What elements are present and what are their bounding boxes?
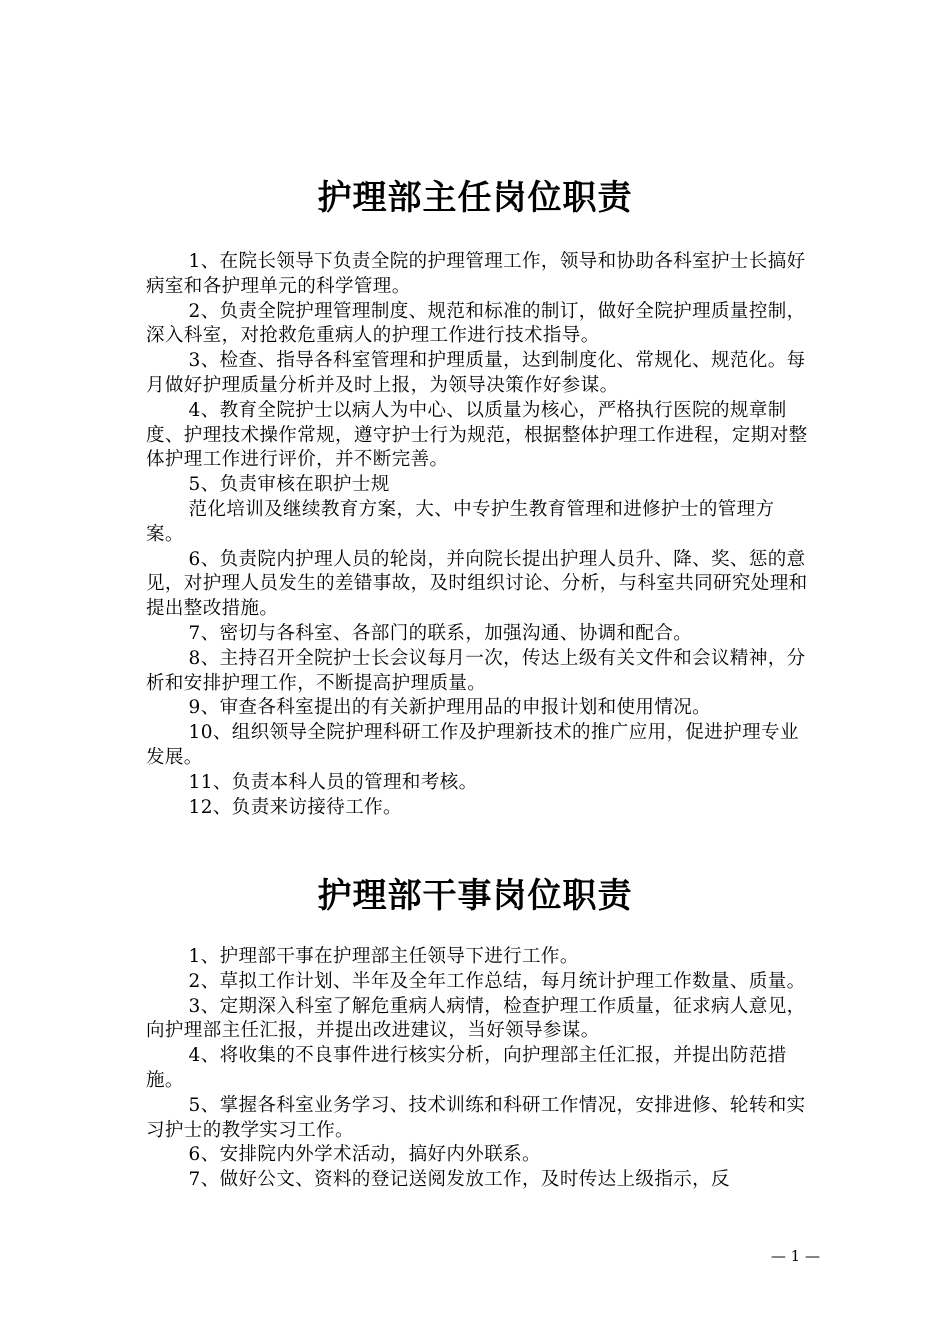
duty-paragraph: 1、护理部干事在护理部主任领导下进行工作。 [188,946,579,967]
duty-paragraph: 12、负责来访接待工作。 [188,796,402,818]
duty-paragraph: 5、负责审核在职护士规 [188,474,390,496]
section-title-director: 护理部主任岗位职责 [317,178,633,218]
duty-paragraph: 2、草拟工作计划、半年及全年工作总结，每月统计护理工作数量、质量。 [188,970,806,992]
duty-paragraph: 2、负责全院护理管理制度、规范和标准的制订，做好全院护理质量控制，深入科室，对抢救危重病人的护理工作进行技术指导。 [146,300,806,347]
duty-paragraph: 7、做好公文、资料的登记送阅发放工作，及时传达上级指示，反 [188,1169,730,1191]
duty-paragraph: 3、定期深入科室了解危重病人病情，检查护理工作质量，征求病人意见，向护理部主任汇报，并提出改进建议，当好领导参谋。 [146,995,806,1042]
section-body-officer [146,945,811,1193]
section-title-officer: 护理部干事岗位职责 [317,876,633,916]
duty-paragraph: 8、主持召开全院护士长会议每月一次，传达上级有关文件和会议精神，分析和安排护理工作，不断提高护理质量。 [146,647,806,694]
duty-paragraph: 6、负责院内护理人员的轮岗，并向院长提出护理人员升、降、奖、惩的意见，对护理人员发生的差错事故，及时组织讨论、分析，与科室共同研究处理和提出整改措施。 [146,548,808,620]
section-body-director [146,250,811,820]
duty-paragraph: 10、组织领导全院护理科研工作及护理新技术的推广应用，促进护理专业发展。 [146,722,799,768]
duty-paragraph: 7、密切与各科室、各部门的联系，加强沟通、协调和配合。 [188,622,693,644]
duty-paragraph: 11、负责本科人员的管理和考核。 [188,771,478,793]
page-number: — 1 — [770,1247,820,1265]
duty-paragraph: 6、安排院内外学术活动，搞好内外联系。 [188,1144,541,1166]
duty-paragraph: 范化培训及继续教育方案，大、中专护生教育管理和进修护士的管理方案。 [146,498,775,545]
duty-paragraph: 3、检查、指导各科室管理和护理质量，达到制度化、常规化、规范化。每月做好护理质量分析并及时上报，为领导决策作好参谋。 [146,350,806,396]
duty-paragraph: 1、在院长领导下负责全院的护理管理工作，领导和协助各科室护士长搞好病室和各护理单元的科学管理。 [146,251,806,297]
duty-paragraph: 4、教育全院护士以病人为中心、以质量为核心，严格执行医院的规章制度、护理技术操作常规，遵守护士行为规范，根据整体护理工作进程，定期对整体护理工作进行评价，并不断完善。 [146,399,808,471]
duty-paragraph: 5、掌握各科室业务学习、技术训练和科研工作情况，安排进修、轮转和实习护士的教学实习工作。 [146,1094,806,1141]
duty-paragraph: 9、审查各科室提出的有关新护理用品的申报计划和使用情况。 [188,697,712,719]
duty-paragraph: 4、将收集的不良事件进行核实分析，向护理部主任汇报，并提出防范措施。 [146,1045,787,1091]
